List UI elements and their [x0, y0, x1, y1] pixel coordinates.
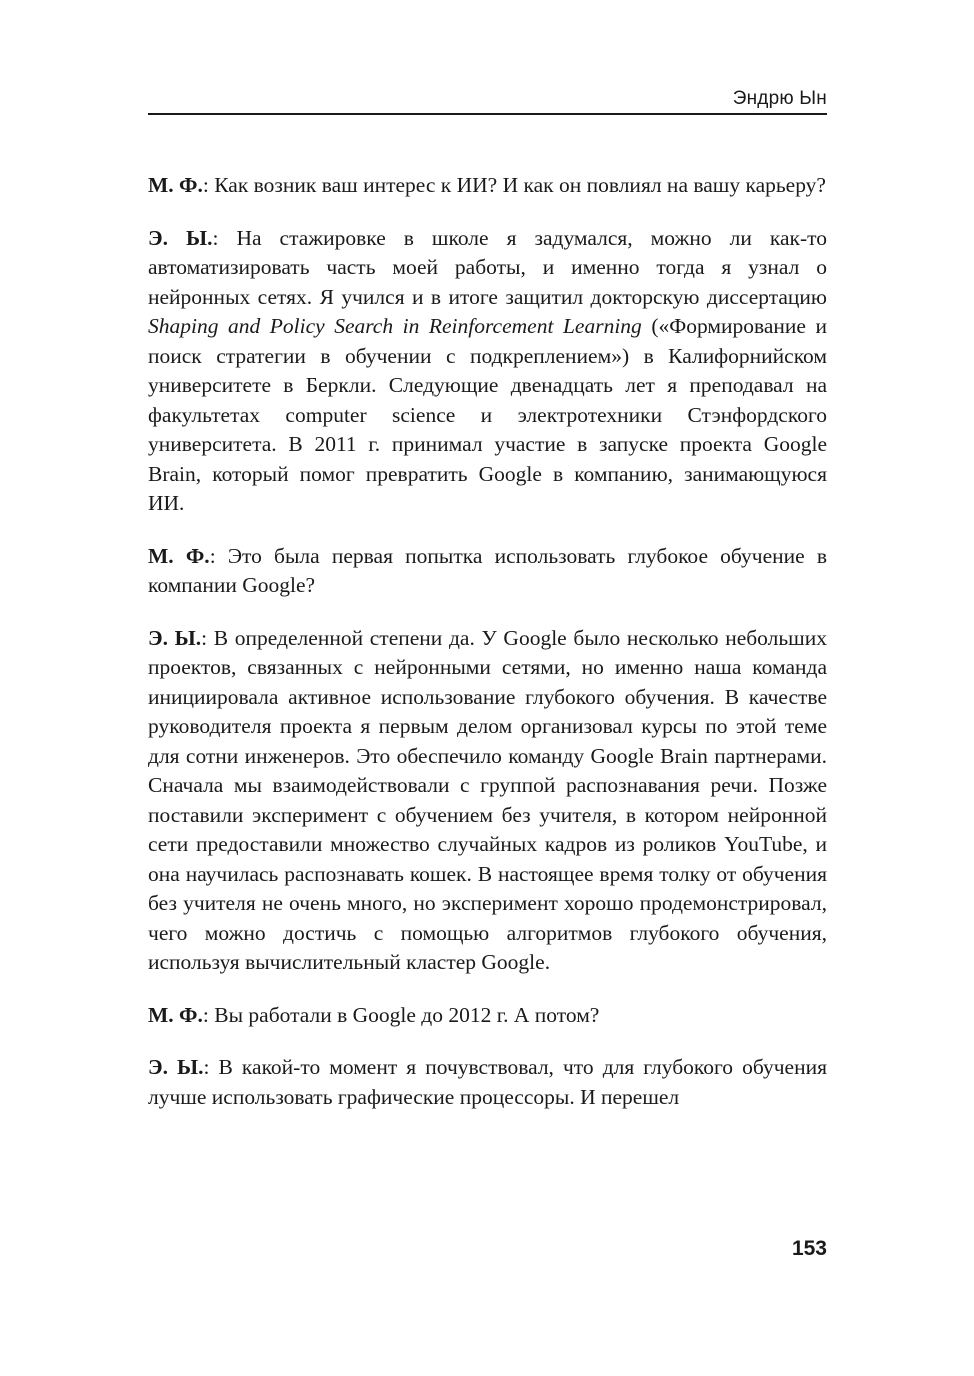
dissertation-title: Shaping and Policy Search in Reinforcement Learning	[148, 314, 642, 338]
answer-paragraph	[148, 624, 827, 978]
speaker-label: М. Ф.	[148, 543, 210, 568]
answer-paragraph	[148, 1053, 827, 1112]
header-rule	[148, 113, 827, 115]
paragraph-text: : На стажировке в школе я задумался, можно ли как-то автоматизировать часть моей работы, и именно тогда я узнал о нейронных сетях. Я учился и в итоге защитил докторскую диссертацию	[148, 225, 827, 309]
paragraph-text: : В какой-то момент я почувствовал, что для глубокого обучения лучше использовать графические процессоры. И перешел	[148, 1055, 827, 1109]
question-paragraph	[148, 542, 827, 601]
answer-paragraph	[148, 224, 827, 519]
paragraph-text: («Формирование и поиск стратегии в обучении с подкреплением») в Калифорнийском университете в Беркли. Следующие двенадцать лет я преподавал на факультетах computer science и электротехники Стэнфордского университета. В 2011 г. принимал участие в запуске проекта Google Brain, который помог превратить Google в компанию, занимающуюся ИИ.	[148, 314, 827, 515]
paragraph-text: : Это была первая попытка использовать глубокое обучение в компании Google?	[148, 543, 827, 597]
speaker-label: Э. Ы.	[148, 1055, 204, 1079]
running-head: Эндрю Ын	[732, 88, 827, 109]
speaker-label: М. Ф.	[148, 1002, 203, 1027]
speaker-label: Э. Ы.	[148, 225, 213, 250]
page-number: 153	[791, 1237, 827, 1260]
paragraph-text: : Как возник ваш интерес к ИИ? И как он повлиял на вашу карьеру?	[202, 173, 826, 197]
paragraph-text: : В определенной степени да. У Google было несколько небольших проектов, связанных с нейронными сетями, но именно наша команда инициировала активное использование глубокого обучения. В качестве руководителя проекта я первым делом организовал курсы по этой теме для сотни инженеров. Это обеспечило команду Google Brain партнерами. Сначала мы взаимодействовали с группой распознавания речи. Позже поставили эксперимент с обучением без учителя, в котором нейронной сети предоставили множество случайных кадров из роликов YouTube, и она научилась распознавать кошек. В настоящее время толку от обучения без учителя не очень много, но эксперимент хорошо продемонстрировал, чего можно достичь с помощью алгоритмов глубокого обучения, используя вычислительный кластер Google.	[148, 625, 827, 974]
question-paragraph	[148, 171, 827, 201]
paragraph-text: : Вы работали в Google до 2012 г. А потом?	[202, 1002, 600, 1027]
question-paragraph	[148, 1001, 827, 1031]
speaker-label: М. Ф.	[148, 173, 203, 197]
speaker-label: Э. Ы.	[148, 625, 202, 650]
interview-text	[148, 171, 827, 1135]
